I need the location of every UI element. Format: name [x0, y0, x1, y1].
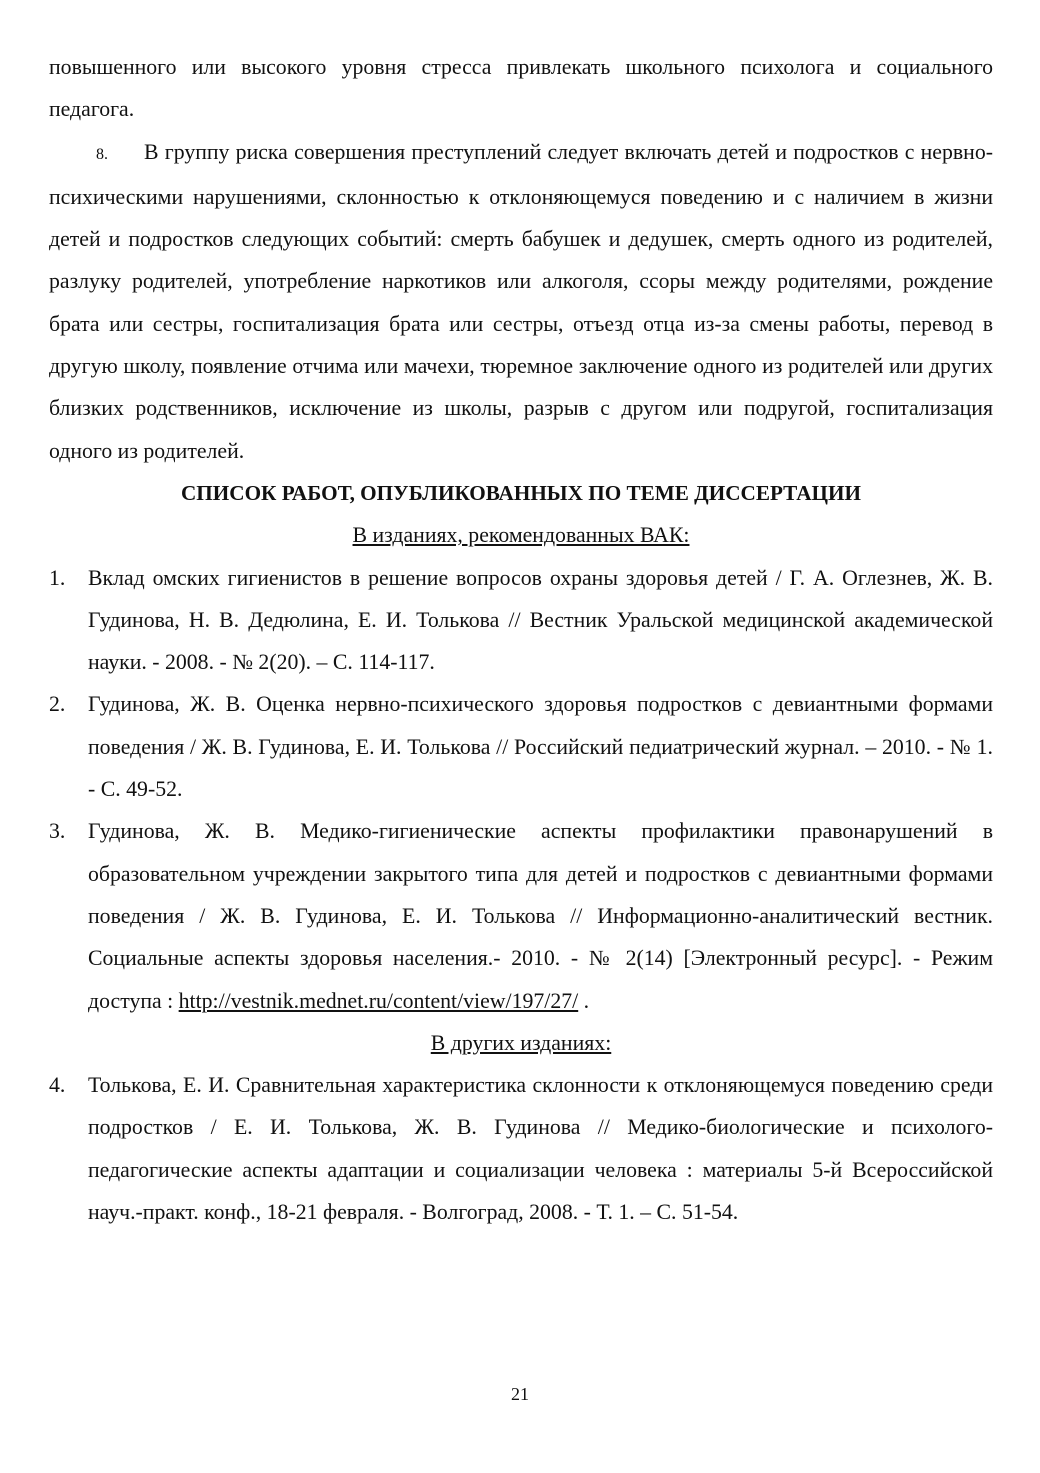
publication-number: 4.: [49, 1073, 66, 1098]
publication-text: Вклад омских гигиенистов в решение вопросов охраны здоровья детей / Г. А. Оглезнев, Ж. В. Гудинова, Н. В. Дедюлина, Е. И. Толькова // Вестник Уральской медицинской академической науки. - 2008. - № 2(20). – С. 114-117.: [88, 565, 993, 675]
publication-number: 2.: [49, 692, 66, 717]
publications-title: СПИСОК РАБОТ, ОПУБЛИКОВАННЫХ ПО ТЕМЕ ДИССЕРТАЦИИ: [181, 480, 861, 505]
other-publications-heading: В других изданиях:: [430, 1030, 612, 1055]
item-number: 8.: [96, 145, 108, 163]
publication-text: Толькова, Е. И. Сравнительная характеристика склонности к отклоняющемуся поведению среди подростков / Е. И. Толькова, Ж. В. Гудинова // Медико-биологические и психолого-педагогические аспекты адаптации и социализации человека : материалы 5-й Всероссийской науч.-практ. конф., 18-21 февраля. - Волгоград, 2008. - Т. 1. – С. 51-54.: [88, 1073, 993, 1225]
document-page: [49, 46, 993, 1233]
publication-text: Гудинова, Ж. В. Оценка нервно-психического здоровья подростков с девиантными формами поведения / Ж. В. Гудинова, Е. И. Толькова // Российский педиатрический журнал. – 2010. - № 1. - С. 49-52.: [88, 692, 993, 802]
publication-number: 3.: [49, 819, 66, 844]
publication-text: Гудинова, Ж. В. Медико-гигиенические аспекты профилактики правонарушений в образовательном учреждении закрытого типа для детей и подростков с девиантными формами поведения / Ж. В. Гудинова, Е. И. Толькова // Информационно-аналитический вестник. Социальные аспекты здоровья населения.- 2010. - № 2(14) [Электронный ресурс]. - Режим доступа :: [88, 819, 993, 1013]
publication-number: 1.: [49, 565, 66, 590]
publication-item: [49, 557, 993, 684]
other-publications-list: [49, 1064, 993, 1233]
publication-item: [49, 810, 993, 1021]
intro-continuation-paragraph: повышенного или высокого уровня стресса привлекать школьного психолога и социального педагога.: [49, 55, 993, 122]
publication-item: [49, 1064, 993, 1233]
item-text: В группу риска совершения преступлений следует включать детей и подростков с нервно-психическими нарушениями, склонностью к отклоняющемуся поведению и с наличием в жизни детей и подростков следующих событий: смерть бабушек и дедушек, смерть одного из родителей, разлуку родителей, употребление наркотиков или алкоголя, ссоры между родителями, рождение брата или сестры, госпитализация брата или сестры, отъезд отца из-за смены работы, перевод в другую школу, появление отчима или мачехи, тюремное заключение одного из родителей или других близких родственников, исключение из школы, разрыв с другом или подругой, госпитализация одного из родителей.: [49, 139, 993, 463]
vak-publications-list: [49, 557, 993, 1022]
publication-url-link[interactable]: http://vestnik.mednet.ru/content/view/197/27/: [178, 988, 579, 1013]
recommendation-item-8: [49, 131, 993, 472]
publication-item: [49, 683, 993, 810]
vak-publications-heading: В изданиях, рекомендованных ВАК:: [352, 523, 690, 548]
page-number: 21: [511, 1384, 529, 1404]
publication-tail: .: [578, 988, 590, 1013]
